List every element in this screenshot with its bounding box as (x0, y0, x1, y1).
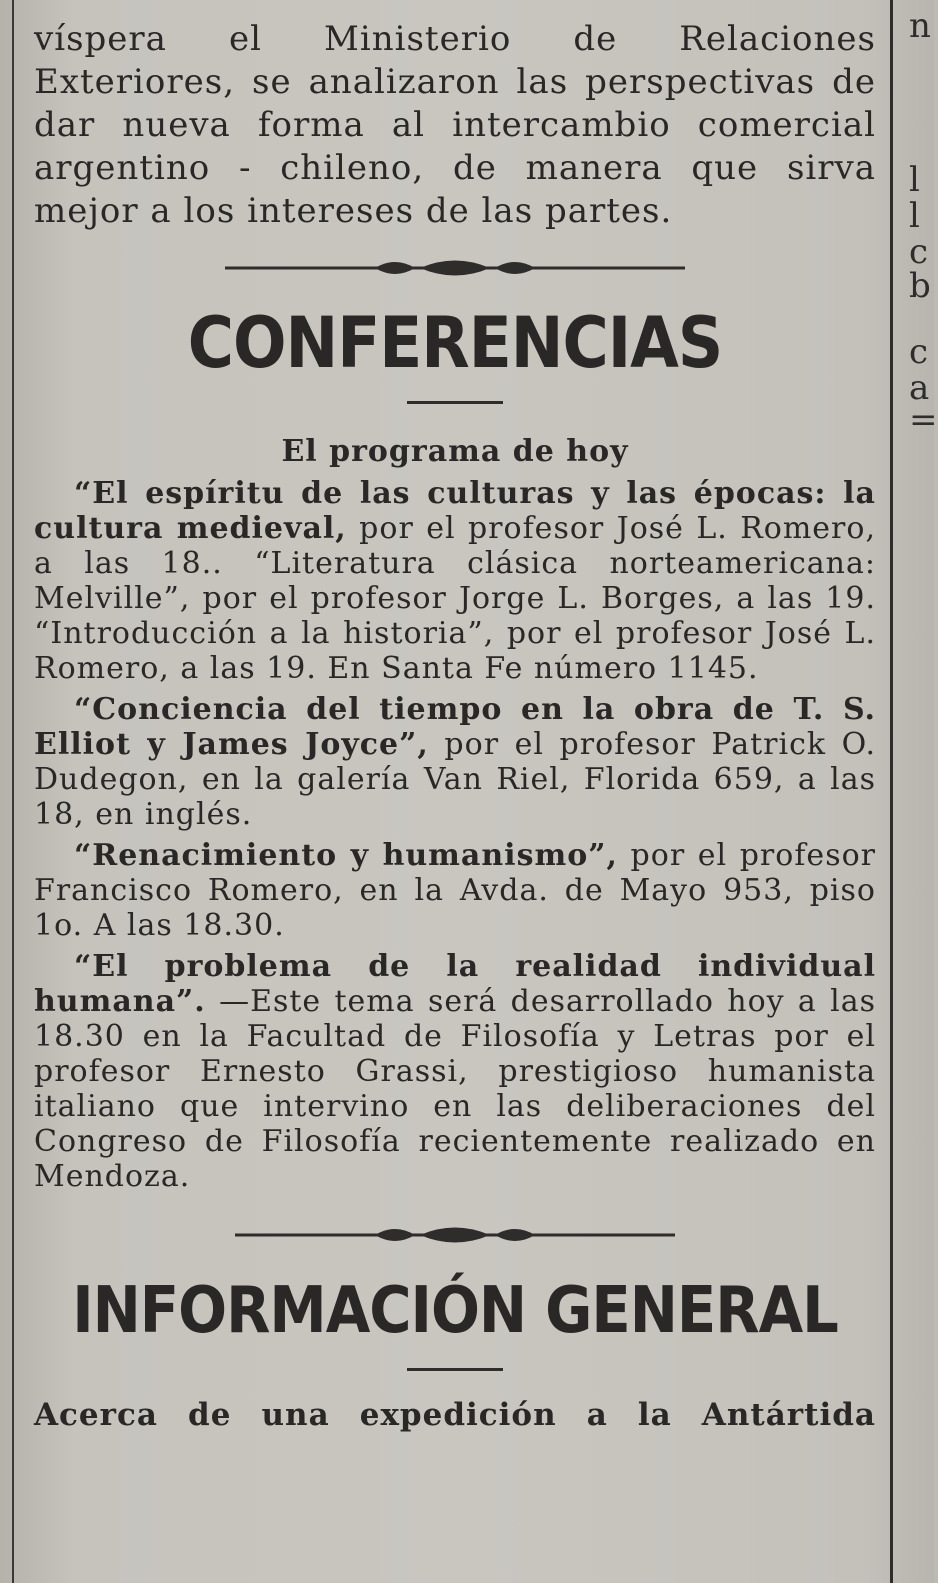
lecture-details: por el profesor Francisco Romero, en la Avda. de Mayo 953, piso 1o. A las 18.30. (34, 838, 876, 943)
lecture-title: “El problema de la realidad individual humana”. (34, 949, 876, 1019)
lecture-entry (34, 692, 876, 832)
lecture-entry (34, 949, 876, 1194)
intro-paragraph: víspera el Ministerio de Relaciones Exteriores, se analizaron las perspectivas de dar nueva forma al intercambio comercial argentino - chileno, de manera que sirva mejor a los intereses de las partes. (34, 19, 876, 231)
lecture-title: “Conciencia del tiempo en la obra de T. S. Elliot y James Joyce”, (34, 692, 876, 762)
section-title-informacion-general: INFORMACIÓN GENERAL (72, 1274, 838, 1348)
section-title-conferencias: CONFERENCIAS (187, 302, 723, 384)
right-column-rule (890, 0, 893, 1583)
article-column (34, 0, 876, 1433)
lecture-details: por el profesor José L. Romero, a las 18.. “Literatura clásica norteamericana: Melville”, por el profesor Jorge L. Borges, a las 19. “Introducción a la historia”, por el profesor José L. Romero, a las 19. En Santa Fe número 1145. (34, 511, 876, 686)
left-column-rule (12, 0, 14, 1583)
ornamental-divider (235, 1220, 675, 1250)
lecture-list (34, 476, 876, 1194)
title-underline (407, 401, 503, 404)
lecture-entry (34, 838, 876, 943)
lecture-details: —Este tema será desarrollado hoy a las 18.30 en la Facultad de Filosofía y Letras por el profesor Ernesto Grassi, prestigioso humanista italiano que intervino en las deliberaciones del Congreso de Filosofía recientemente realizado en Mendoza. (34, 984, 876, 1194)
lecture-title: “El espíritu de las culturas y las épocas: la cultura medieval, (34, 476, 876, 546)
lecture-title: “Renacimiento y humanismo”, (74, 838, 618, 873)
program-subtitle: El programa de hoy (281, 434, 629, 469)
title-underline (407, 1368, 503, 1371)
adjacent-column-fragment: n l l c b c a = (909, 6, 938, 440)
lecture-entry (34, 476, 876, 686)
news-headline: Acerca de una expedición a la Antártida (34, 1397, 876, 1433)
ornamental-divider (225, 253, 685, 283)
lecture-details: por el profesor Patrick O. Dudegon, en la galería Van Riel, Florida 659, a las 18, en inglés. (34, 727, 876, 832)
